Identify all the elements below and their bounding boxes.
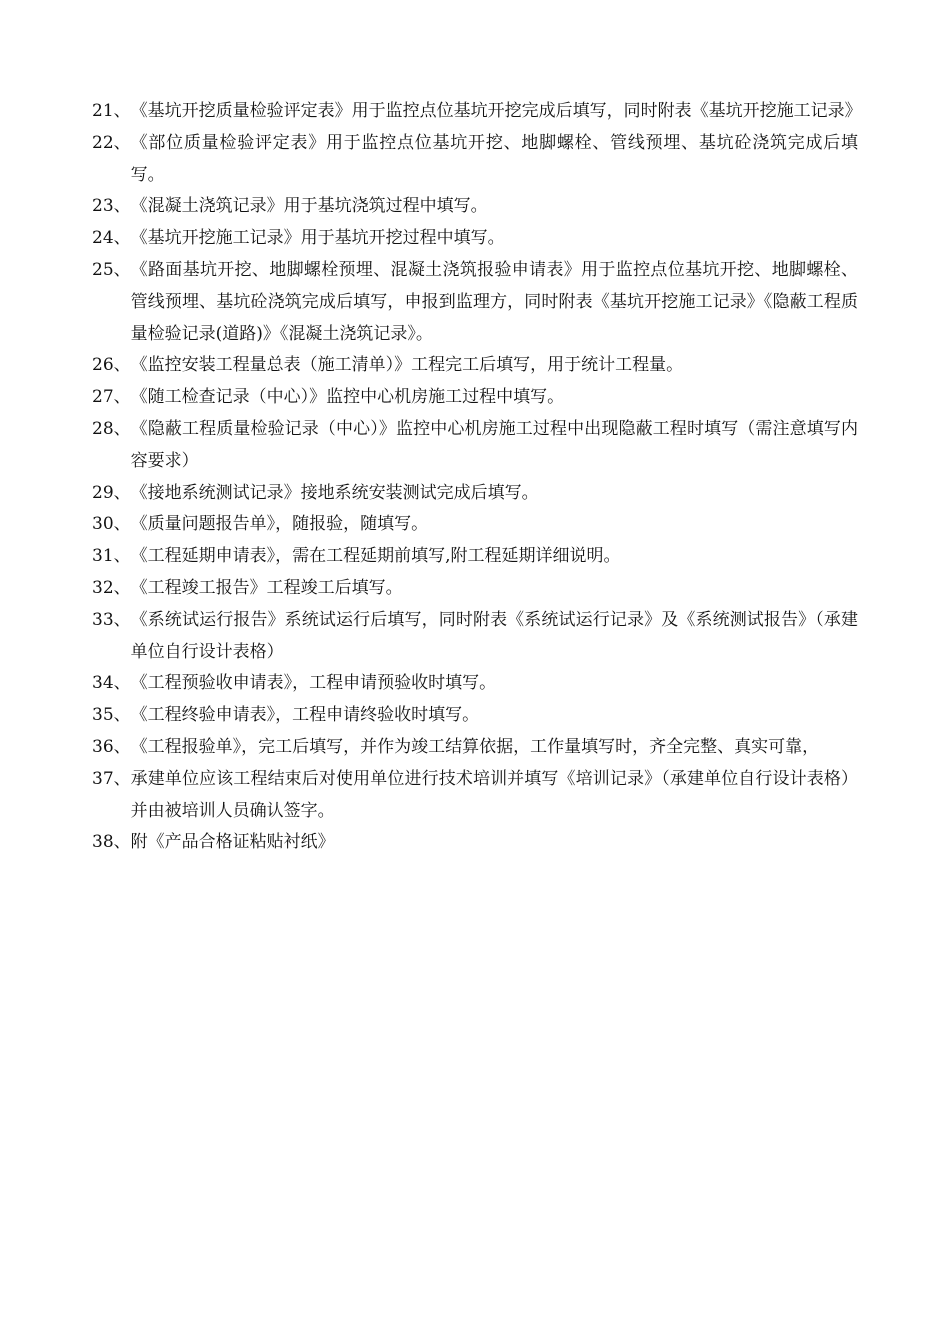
- item-text: 《基坑开挖质量检验评定表》用于监控点位基坑开挖完成后填写，同时附表《基坑开挖施工记录》: [130, 101, 862, 121]
- item-text: 《接地系统测试记录》接地系统安装测试完成后填写。: [130, 482, 539, 503]
- list-item: [92, 191, 858, 223]
- item-number: 36、: [92, 736, 131, 757]
- item-text: 《质量问题报告单》，随报验，随填写。: [130, 514, 429, 535]
- list-item: [92, 700, 858, 732]
- item-number: 29、: [92, 482, 131, 503]
- list-item: [92, 223, 858, 255]
- list-item: [92, 255, 858, 350]
- list-item: [92, 732, 858, 764]
- list-item: [92, 827, 858, 859]
- item-text: 《工程延期申请表》，需在工程延期前填写,附工程延期详细说明。: [130, 546, 621, 567]
- item-number: 38、: [92, 832, 131, 853]
- item-text: 承建单位应该工程结束后对使用单位进行技术培训并填写《培训记录》（承建单位自行设计表格）并由被培训人员确认签字。: [130, 768, 858, 821]
- item-number: 27、: [92, 387, 131, 408]
- item-number: 24、: [92, 228, 131, 249]
- item-text: 《工程终验申请表》，工程申请终验收时填写。: [130, 705, 480, 726]
- item-text: 《基坑开挖施工记录》用于基坑开挖过程中填写。: [130, 228, 505, 249]
- item-text: 《路面基坑开挖、地脚螺栓预埋、混凝土浇筑报验申请表》用于监控点位基坑开挖、地脚螺栓、管线预埋、基坑砼浇筑完成后填写，申报到监理方，同时附表《基坑开挖施工记录》《隐蔽工程质量检验记录(道路)》《混凝土浇筑记录》。: [130, 259, 858, 344]
- list-item: [92, 764, 858, 828]
- list-item: [92, 605, 858, 669]
- item-number: 28、: [92, 418, 131, 439]
- list-item: [92, 382, 858, 414]
- item-number: 37、: [92, 768, 131, 789]
- item-number: 21、: [92, 101, 131, 121]
- item-text: 《工程报验单》，完工后填写，并作为竣工结算依据，工作量填写时，齐全完整、真实可靠，: [130, 736, 820, 757]
- item-number: 35、: [92, 705, 131, 726]
- list-item: [92, 96, 862, 128]
- item-text: 《随工检查记录（中心）》监控中心机房施工过程中填写。: [130, 387, 565, 408]
- item-number: 26、: [92, 355, 131, 376]
- item-number: 34、: [92, 673, 131, 694]
- item-text: 《监控安装工程量总表（施工清单）》工程完工后填写，用于统计工程量。: [130, 355, 684, 376]
- item-number: 33、: [92, 609, 131, 630]
- list-item: [92, 350, 858, 382]
- list-item: [92, 509, 858, 541]
- item-number: 25、: [92, 259, 131, 280]
- item-number: 23、: [92, 196, 131, 217]
- list-item: [92, 668, 858, 700]
- item-number: 32、: [92, 577, 131, 598]
- item-number: 31、: [92, 546, 131, 567]
- list-item: [92, 478, 858, 510]
- item-number: 22、: [92, 132, 131, 153]
- item-text: 《系统试运行报告》系统试运行后填写，同时附表《系统试运行记录》及《系统测试报告》（承建单位自行设计表格）: [130, 609, 858, 662]
- item-text: 《部位质量检验评定表》用于监控点位基坑开挖、地脚螺栓、管线预埋、基坑砼浇筑完成后填写。: [130, 132, 858, 185]
- item-number: 30、: [92, 514, 131, 535]
- list-item: [92, 541, 858, 573]
- item-text: 《工程预验收申请表》，工程申请预验收时填写。: [130, 673, 497, 694]
- list-item: [92, 128, 858, 192]
- item-text: 附《产品合格证粘贴衬纸》: [130, 832, 335, 853]
- item-text: 《工程竣工报告》工程竣工后填写。: [130, 577, 403, 598]
- item-text: 《隐蔽工程质量检验记录（中心）》监控中心机房施工过程中出现隐蔽工程时填写（需注意填写内容要求）: [130, 418, 858, 471]
- item-text: 《混凝土浇筑记录》用于基坑浇筑过程中填写。: [130, 196, 488, 217]
- list-item: [92, 573, 858, 605]
- list-item: [92, 414, 858, 478]
